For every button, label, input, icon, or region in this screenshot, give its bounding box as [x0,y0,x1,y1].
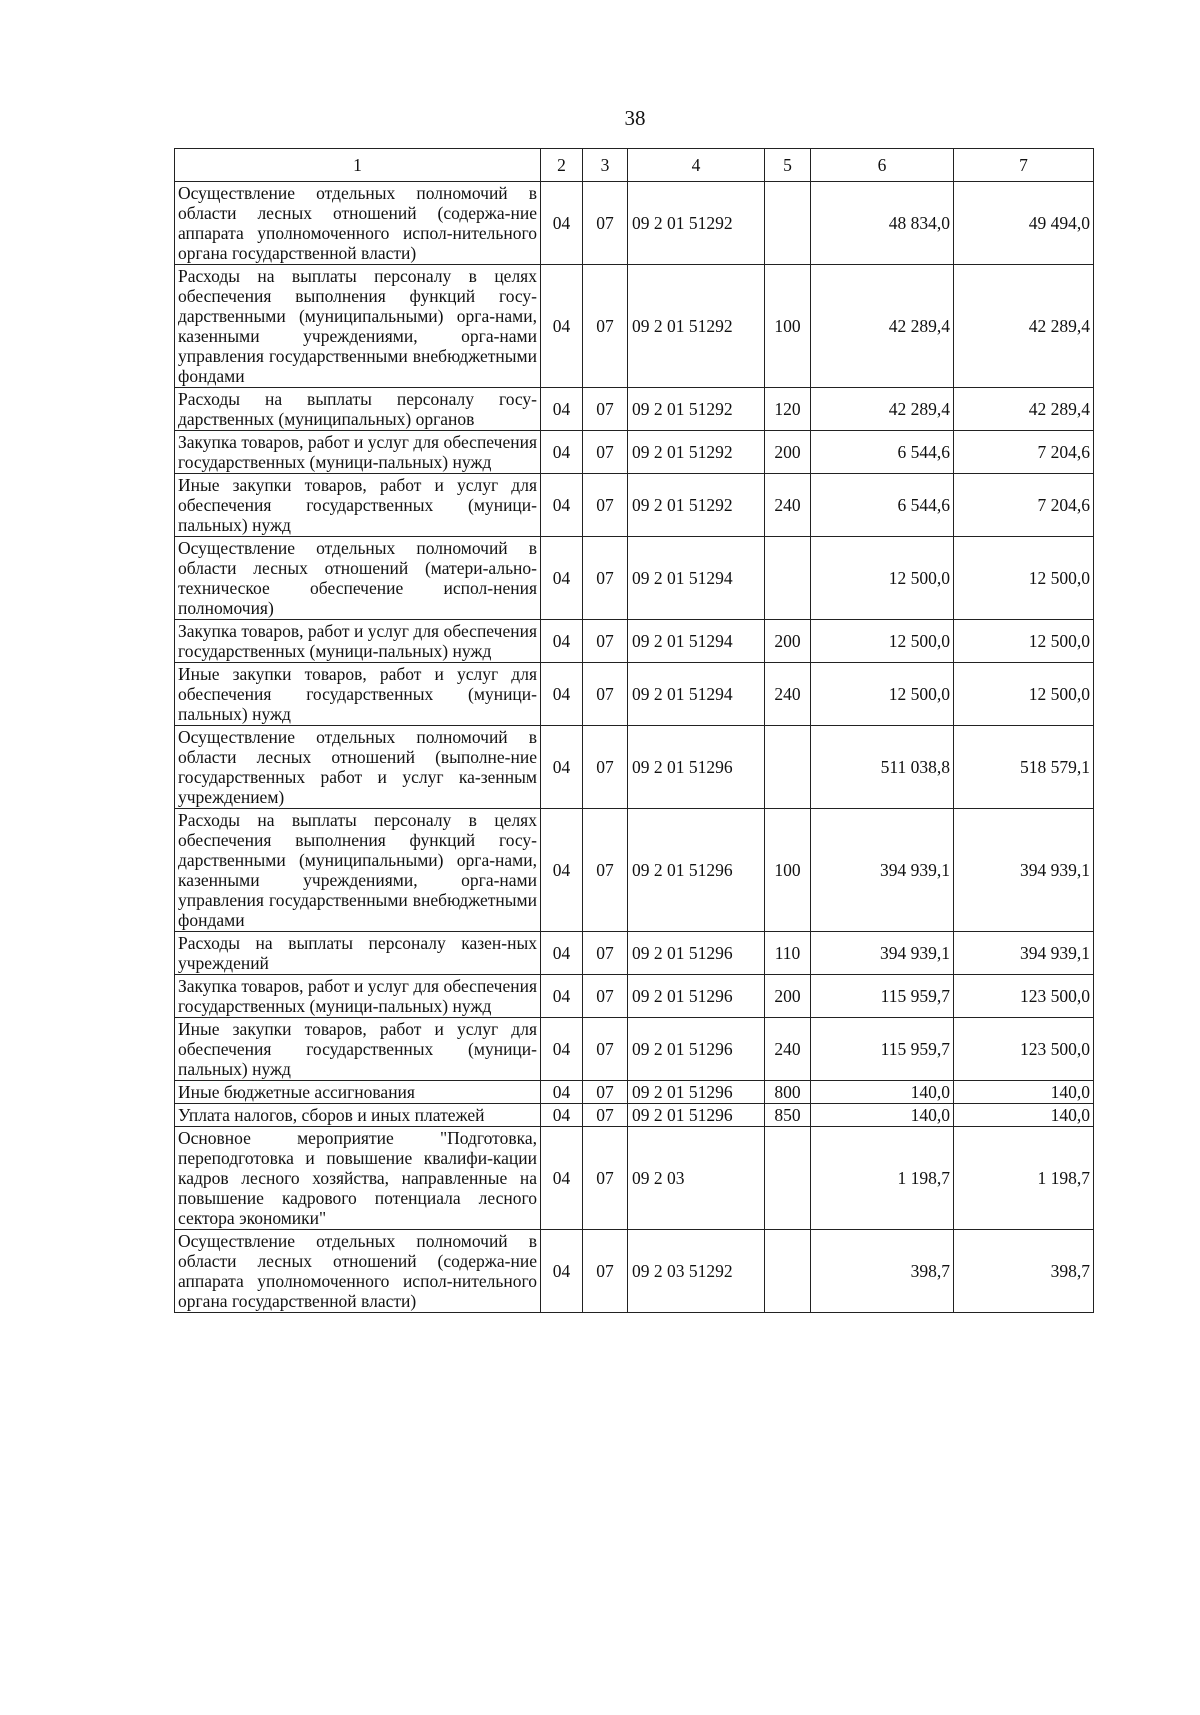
cell-amount-2: 394 939,1 [954,932,1094,975]
cell-name: Расходы на выплаты персоналу госу-дарственных (муниципальных) органов [175,388,541,431]
cell-expense-type: 200 [765,431,811,474]
cell-name: Закупка товаров, работ и услуг для обеспечения государственных (муници-пальных) нужд [175,431,541,474]
cell-amount-1: 394 939,1 [811,809,954,932]
cell-amount-2: 140,0 [954,1081,1094,1104]
cell-subsection: 07 [583,620,628,663]
page-number: 38 [624,106,646,130]
cell-target-article: 09 2 01 51292 [628,474,765,537]
cell-section: 04 [541,431,583,474]
cell-section: 04 [541,388,583,431]
cell-amount-1: 115 959,7 [811,1018,954,1081]
cell-amount-2: 398,7 [954,1230,1094,1313]
table-header-row [175,149,1094,182]
cell-expense-type: 240 [765,663,811,726]
cell-target-article: 09 2 01 51292 [628,182,765,265]
cell-subsection: 07 [583,388,628,431]
table-row [175,431,1094,474]
table-row [175,265,1094,388]
table-row [175,474,1094,537]
cell-name: Осуществление отдельных полномочий в области лесных отношений (выполне-ние государственных работ и услуг ка-зенным учреждением) [175,726,541,809]
cell-name: Иные закупки товаров, работ и услуг для обеспечения государственных (муници-пальных) нужд [175,663,541,726]
header-col-6: 6 [811,149,954,182]
cell-subsection: 07 [583,537,628,620]
cell-amount-1: 48 834,0 [811,182,954,265]
cell-target-article: 09 2 01 51296 [628,726,765,809]
cell-target-article: 09 2 01 51296 [628,1081,765,1104]
cell-amount-1: 1 198,7 [811,1127,954,1230]
cell-name: Расходы на выплаты персоналу в целях обеспечения выполнения функций госу-дарственными (муниципальными) орга-нами, казенными учреждениями, орга-нами управления государственными внебюджетными фондами [175,809,541,932]
cell-section: 04 [541,1127,583,1230]
cell-amount-1: 42 289,4 [811,265,954,388]
cell-name: Закупка товаров, работ и услуг для обеспечения государственных (муници-пальных) нужд [175,620,541,663]
header-col-4: 4 [628,149,765,182]
table-row [175,663,1094,726]
cell-amount-1: 511 038,8 [811,726,954,809]
cell-expense-type: 200 [765,975,811,1018]
cell-target-article: 09 2 01 51294 [628,620,765,663]
cell-section: 04 [541,975,583,1018]
cell-amount-1: 140,0 [811,1081,954,1104]
cell-amount-1: 12 500,0 [811,537,954,620]
cell-subsection: 07 [583,474,628,537]
cell-amount-2: 140,0 [954,1104,1094,1127]
cell-section: 04 [541,1018,583,1081]
cell-amount-1: 42 289,4 [811,388,954,431]
cell-section: 04 [541,932,583,975]
cell-amount-2: 12 500,0 [954,537,1094,620]
cell-target-article: 09 2 01 51294 [628,663,765,726]
table-row [175,537,1094,620]
cell-subsection: 07 [583,932,628,975]
cell-target-article: 09 2 01 51296 [628,932,765,975]
cell-amount-1: 115 959,7 [811,975,954,1018]
cell-subsection: 07 [583,1018,628,1081]
cell-subsection: 07 [583,809,628,932]
table-row [175,388,1094,431]
cell-name: Закупка товаров, работ и услуг для обеспечения государственных (муници-пальных) нужд [175,975,541,1018]
cell-expense-type [765,537,811,620]
cell-subsection: 07 [583,431,628,474]
cell-name: Расходы на выплаты персоналу в целях обеспечения выполнения функций госу-дарственными (муниципальными) орга-нами, казенными учреждениями, орга-нами управления государственными внебюджетными фондами [175,265,541,388]
cell-expense-type: 800 [765,1081,811,1104]
cell-section: 04 [541,182,583,265]
cell-section: 04 [541,726,583,809]
cell-target-article: 09 2 01 51296 [628,1018,765,1081]
cell-expense-type: 120 [765,388,811,431]
table-row [175,1081,1094,1104]
cell-subsection: 07 [583,1081,628,1104]
cell-amount-2: 394 939,1 [954,809,1094,932]
cell-target-article: 09 2 01 51292 [628,388,765,431]
table-row [175,1230,1094,1313]
cell-section: 04 [541,1081,583,1104]
cell-amount-2: 7 204,6 [954,474,1094,537]
cell-amount-1: 394 939,1 [811,932,954,975]
cell-section: 04 [541,620,583,663]
cell-expense-type: 100 [765,265,811,388]
cell-subsection: 07 [583,265,628,388]
cell-section: 04 [541,1230,583,1313]
cell-amount-2: 1 198,7 [954,1127,1094,1230]
cell-expense-type: 100 [765,809,811,932]
cell-subsection: 07 [583,726,628,809]
cell-section: 04 [541,265,583,388]
cell-expense-type: 110 [765,932,811,975]
cell-name: Осуществление отдельных полномочий в области лесных отношений (матери-ально-техническое обеспечение испол-нения полномочия) [175,537,541,620]
cell-amount-2: 518 579,1 [954,726,1094,809]
cell-expense-type: 240 [765,1018,811,1081]
cell-target-article: 09 2 01 51294 [628,537,765,620]
header-col-3: 3 [583,149,628,182]
cell-subsection: 07 [583,975,628,1018]
cell-target-article: 09 2 01 51296 [628,975,765,1018]
cell-expense-type [765,726,811,809]
header-col-2: 2 [541,149,583,182]
cell-name: Расходы на выплаты персоналу казен-ных учреждений [175,932,541,975]
cell-subsection: 07 [583,1230,628,1313]
cell-expense-type: 850 [765,1104,811,1127]
header-col-7: 7 [954,149,1094,182]
cell-amount-1: 6 544,6 [811,474,954,537]
cell-subsection: 07 [583,1127,628,1230]
cell-amount-2: 123 500,0 [954,1018,1094,1081]
cell-amount-2: 123 500,0 [954,975,1094,1018]
header-col-1: 1 [175,149,541,182]
cell-section: 04 [541,474,583,537]
table-row [175,809,1094,932]
cell-subsection: 07 [583,1104,628,1127]
header-col-5: 5 [765,149,811,182]
cell-section: 04 [541,537,583,620]
cell-expense-type [765,1230,811,1313]
cell-amount-2: 42 289,4 [954,265,1094,388]
cell-amount-1: 6 544,6 [811,431,954,474]
cell-expense-type [765,1127,811,1230]
table-row [175,1104,1094,1127]
cell-expense-type [765,182,811,265]
cell-name: Основное мероприятие "Подготовка, переподготовка и повышение квалифи-кации кадров лесного хозяйства, направленные на повышение кадрового потенциала лесного сектора экономики" [175,1127,541,1230]
cell-subsection: 07 [583,182,628,265]
cell-target-article: 09 2 01 51292 [628,265,765,388]
cell-target-article: 09 2 01 51296 [628,1104,765,1127]
cell-name: Осуществление отдельных полномочий в области лесных отношений (содержа-ние аппарата уполномоченного испол-нительного органа государственной власти) [175,1230,541,1313]
cell-name: Уплата налогов, сборов и иных платежей [175,1104,541,1127]
cell-target-article: 09 2 01 51292 [628,431,765,474]
cell-section: 04 [541,663,583,726]
cell-target-article: 09 2 03 51292 [628,1230,765,1313]
cell-amount-2: 49 494,0 [954,182,1094,265]
cell-name: Осуществление отдельных полномочий в области лесных отношений (содержа-ние аппарата уполномоченного испол-нительного органа государственной власти) [175,182,541,265]
cell-target-article: 09 2 03 [628,1127,765,1230]
cell-target-article: 09 2 01 51296 [628,809,765,932]
cell-amount-1: 12 500,0 [811,620,954,663]
cell-amount-1: 140,0 [811,1104,954,1127]
table-row [175,932,1094,975]
cell-amount-1: 12 500,0 [811,663,954,726]
table-row [175,1127,1094,1230]
cell-name: Иные закупки товаров, работ и услуг для обеспечения государственных (муници-пальных) нужд [175,1018,541,1081]
table-row [175,182,1094,265]
cell-amount-2: 12 500,0 [954,663,1094,726]
cell-amount-2: 7 204,6 [954,431,1094,474]
table-row [175,975,1094,1018]
cell-name: Иные закупки товаров, работ и услуг для обеспечения государственных (муници-пальных) нужд [175,474,541,537]
cell-amount-2: 42 289,4 [954,388,1094,431]
cell-expense-type: 200 [765,620,811,663]
cell-amount-2: 12 500,0 [954,620,1094,663]
cell-section: 04 [541,809,583,932]
cell-expense-type: 240 [765,474,811,537]
cell-amount-1: 398,7 [811,1230,954,1313]
table-row [175,726,1094,809]
cell-section: 04 [541,1104,583,1127]
table-row [175,1018,1094,1081]
cell-subsection: 07 [583,663,628,726]
budget-table [174,148,1094,1313]
cell-name: Иные бюджетные ассигнования [175,1081,541,1104]
table-row [175,620,1094,663]
